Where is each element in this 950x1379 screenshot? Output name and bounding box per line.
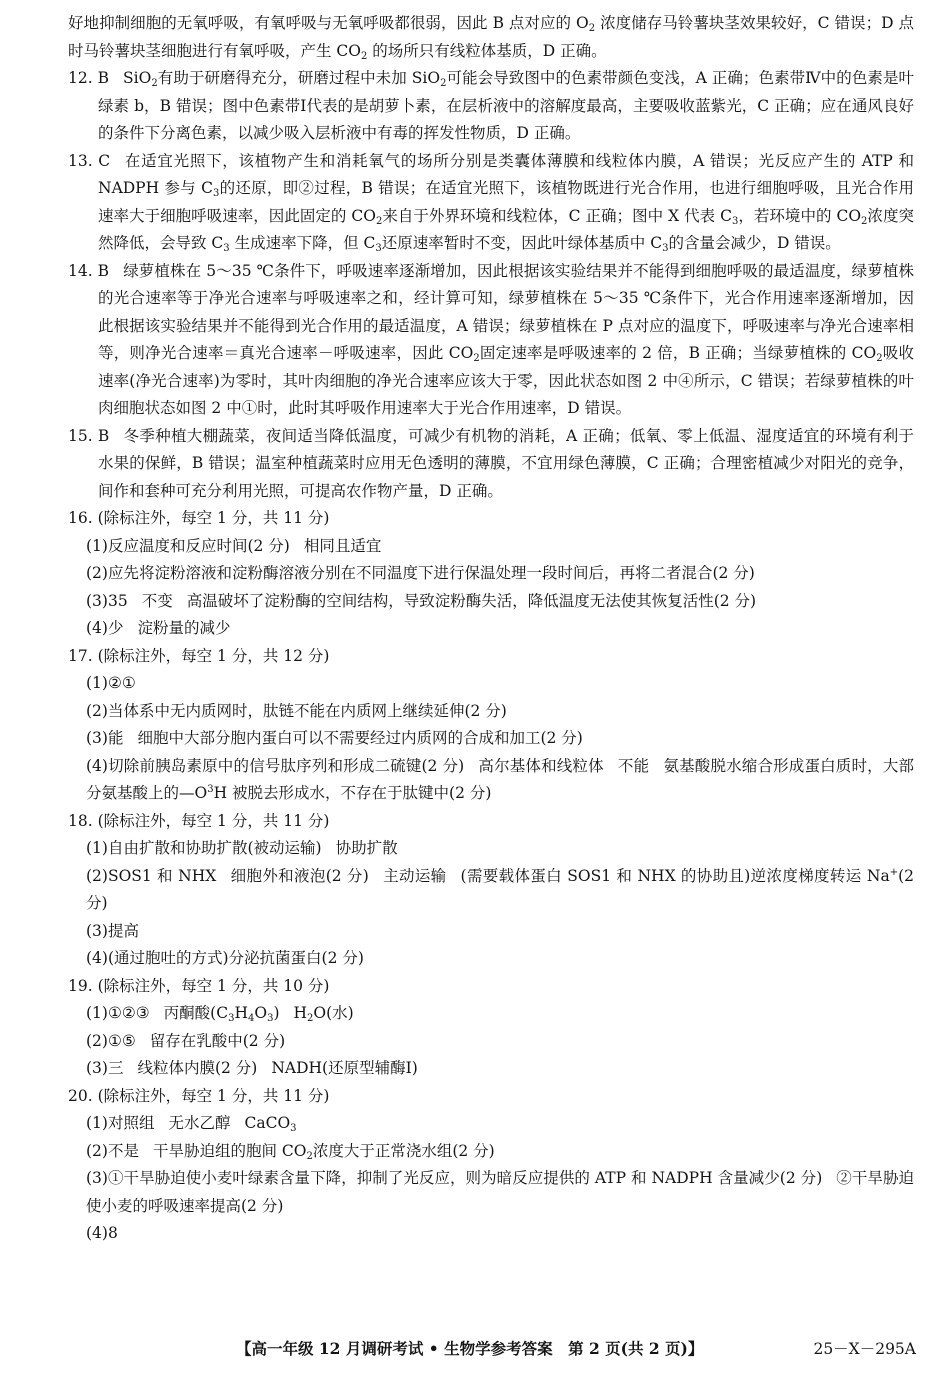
footer-title: 【高一年级 12 月调研考试 • 生物学参考答案 第 2 页(共 2 页)】 bbox=[236, 1339, 704, 1358]
q13-t4: ，若环境中的 CO bbox=[738, 206, 862, 225]
q19-s3: 3 bbox=[267, 1013, 274, 1024]
q13-answer bbox=[68, 148, 914, 258]
q20-a1b: 无水乙醇 bbox=[168, 1114, 231, 1132]
q17-sup: 3 bbox=[207, 784, 214, 795]
answer-page bbox=[68, 10, 914, 1248]
q19-a1d: O bbox=[254, 1004, 268, 1022]
q13-t5: 浓度突然降低，会导致 C bbox=[98, 206, 914, 252]
q11-sub-2: 2 bbox=[361, 50, 368, 62]
q19-a1e: ) bbox=[273, 1004, 280, 1022]
q13-t8: 的含量会减少，D 错误。 bbox=[668, 234, 841, 252]
q12-t2: 有助于研磨得充分，研磨过程中未加 SiO bbox=[157, 69, 441, 87]
q18-a2c: 主动运输 bbox=[382, 866, 447, 885]
q13-s1: 3 bbox=[212, 188, 220, 199]
q18-part1 bbox=[68, 835, 914, 863]
q13-t7: 还原速率暂时不变，因此叶绿体基质中 C bbox=[381, 234, 663, 252]
q20-a2b: 干旱胁迫组的胞间 CO bbox=[152, 1141, 307, 1160]
q16-a3: (3)35 bbox=[86, 591, 128, 610]
q12-t1: SiO bbox=[123, 69, 152, 87]
q17-a3: (3)能 bbox=[86, 729, 124, 747]
q17-a3b: 细胞中大部分胞内蛋白可以不需要经过内质网的合成和加工(2 分) bbox=[137, 729, 583, 747]
q16-part2: (2)应先将淀粉溶液和淀粉酶溶液分别在不同温度下进行保温处理一段时间后，再将二者混合(2 分) bbox=[86, 564, 755, 582]
q15-t1: 冬季种植大棚蔬菜，夜间适当降低温度，可减少有机物的消耗，A 正确；低氧、零上低温、湿度适宜的环境有利于水果的保鲜，B 错误；温室种植蔬菜时应用无色透明的薄膜，不宜用绿色薄膜，C 正确；合理密植减少对阳光的竞争，间作和套种可充分利用光照，可提高农作物产量，D 正确。 bbox=[98, 426, 915, 500]
q19-part3 bbox=[68, 1055, 914, 1083]
q18-a2e: (2 分) bbox=[86, 866, 914, 912]
q19-s2: 4 bbox=[247, 1013, 255, 1024]
q20-heading: 20. (除标注外，每空 1 分，共 11 分) bbox=[68, 1086, 330, 1105]
page-footer bbox=[236, 1336, 916, 1362]
q17-heading: 17. (除标注外，每空 1 分，共 12 分) bbox=[68, 646, 330, 665]
q12-t3: 可能会导致图中的色素带颜色变浅，A 正确；色素带Ⅳ中的色素是叶绿素 b，B 错误；图中色素带Ⅰ代表的是胡萝卜素，在层析液中的溶解度最高，主要吸收蓝紫光，C 正确；应在通风良好的条件下分离色素，以减少吸入层析液中有毒的挥发性物质，D 正确。 bbox=[98, 69, 915, 142]
q19-s4: 2 bbox=[307, 1013, 314, 1024]
q19-part2 bbox=[68, 1028, 914, 1056]
q16-heading: 16. (除标注外，每空 1 分，共 11 分) bbox=[68, 509, 330, 527]
q19-a1g: O(水) bbox=[313, 1004, 354, 1022]
q13-s7: 3 bbox=[662, 243, 669, 254]
q16-a4: (4)少 bbox=[86, 619, 124, 637]
q19-a1: (1)①②③ bbox=[86, 1004, 150, 1022]
q20-part1 bbox=[68, 1110, 914, 1138]
q18-a2b: 细胞外和液泡(2 分) bbox=[230, 866, 369, 885]
q13-s2: 2 bbox=[375, 215, 383, 227]
q16-part1 bbox=[68, 533, 914, 561]
q16-a3c: 高温破坏了淀粉酶的空间结构，导致淀粉酶失活，降低温度无法使其恢复活性(2 分) bbox=[186, 591, 757, 610]
q19-heading: 19. (除标注外，每空 1 分，共 10 分) bbox=[68, 976, 330, 995]
q16-a1: (1)反应温度和反应时间(2 分) bbox=[86, 536, 290, 555]
q16-part4 bbox=[68, 615, 914, 643]
q19-s1: 3 bbox=[228, 1013, 235, 1024]
q17-part4 bbox=[68, 753, 914, 808]
q20-a3b: ②干旱胁迫使小麦的呼吸速率提高(2 分) bbox=[86, 1169, 914, 1215]
q19-a3c: NADH(还原型辅酶Ⅰ) bbox=[271, 1059, 418, 1077]
q20-part2 bbox=[68, 1138, 914, 1166]
q18-part3: (3)提高 bbox=[86, 921, 139, 940]
q18-sup: + bbox=[889, 866, 899, 878]
q18-a1b: 协助扩散 bbox=[335, 839, 398, 857]
q12-answer bbox=[68, 65, 914, 148]
q19-a3b: 线粒体内膜(2 分) bbox=[137, 1059, 258, 1077]
q18-part2 bbox=[68, 863, 914, 918]
q18-a2: (2)SOS1 和 NHX bbox=[86, 866, 217, 885]
q19-a2: (2)①⑤ bbox=[86, 1031, 136, 1050]
q11-text-1: 好地抑制细胞的无氧呼吸，有氧呼吸与无氧呼吸都很弱，因此 B 点对应的 O bbox=[68, 14, 589, 32]
q19-a1f: H bbox=[293, 1004, 308, 1022]
q16-a3b: 不变 bbox=[141, 591, 173, 610]
q13-s3: 3 bbox=[731, 215, 739, 227]
q19-a2b: 留存在乳酸中(2 分) bbox=[149, 1031, 286, 1050]
q14-number: 14. B bbox=[68, 261, 110, 280]
q16-a4b: 淀粉量的减少 bbox=[137, 619, 231, 637]
q18-a1: (1)自由扩散和协助扩散(被动运输) bbox=[86, 839, 322, 857]
q14-t2: 固定速率是呼吸速率的 2 倍，B 正确；当绿萝植株的 CO bbox=[479, 344, 877, 362]
q15-number: 15. B bbox=[68, 426, 110, 445]
q11-tail bbox=[68, 10, 914, 65]
q11-sub-1: 2 bbox=[588, 23, 596, 34]
q12-s2: 2 bbox=[440, 78, 447, 89]
q18-part4: (4)(通过胞吐的方式)分泌抗菌蛋白(2 分) bbox=[86, 949, 364, 967]
q20-part4: (4)8 bbox=[86, 1224, 118, 1242]
q14-s1: 2 bbox=[473, 353, 480, 364]
q16-a1b: 相同且适宜 bbox=[303, 536, 382, 555]
q13-s5: 3 bbox=[223, 243, 230, 254]
q20-part3 bbox=[68, 1165, 914, 1220]
q15-answer bbox=[68, 423, 914, 506]
q13-t6: 生成速率下降，但 C bbox=[229, 234, 376, 252]
q20-a3: (3)①干旱胁迫使小麦叶绿素含量下降，抑制了光反应，则为暗反应提供的 ATP 和 NADPH 含量减少(2 分) bbox=[86, 1169, 823, 1187]
q20-a2: (2)不是 bbox=[86, 1141, 139, 1160]
q17-part2: (2)当体系中无内质网时，肽链不能在内质网上继续延伸(2 分) bbox=[86, 701, 507, 720]
q20-a2c: 浓度大于正常浇水组(2 分) bbox=[312, 1141, 495, 1160]
q17-a4: (4)切除前胰岛素原中的信号肽序列和形成二硫键(2 分) bbox=[86, 756, 465, 775]
q18-heading: 18. (除标注外，每空 1 分，共 11 分) bbox=[68, 811, 330, 830]
q19-a3: (3)三 bbox=[86, 1059, 124, 1077]
q14-answer bbox=[68, 258, 914, 423]
q20-a1: (1)对照组 bbox=[86, 1114, 155, 1132]
q17-a4e: H 被脱去形成水，不存在于肽键中(2 分) bbox=[213, 784, 492, 802]
q12-number: 12. B bbox=[68, 69, 110, 87]
q17-part3 bbox=[68, 725, 914, 753]
q13-number: 13. C bbox=[68, 151, 111, 170]
q18-a2d: (需要载体蛋白 SOS1 和 NHX 的协助且)逆浓度梯度转运 Na bbox=[460, 866, 890, 885]
footer-code: 25－X－295A bbox=[813, 1340, 916, 1358]
q20-a1c: CaCO bbox=[244, 1114, 291, 1132]
q14-s2: 2 bbox=[876, 353, 883, 364]
q11-text-3: 的场所只有线粒体基质，D 正确。 bbox=[367, 41, 607, 60]
q19-a1c: H bbox=[234, 1004, 248, 1022]
q20-s2: 2 bbox=[306, 1150, 313, 1162]
q16-part3 bbox=[68, 588, 914, 616]
q12-s1: 2 bbox=[151, 78, 158, 89]
q20-s1: 3 bbox=[290, 1123, 297, 1134]
q17-a4c: 不能 bbox=[617, 756, 650, 775]
q17-part1: (1)②① bbox=[86, 674, 136, 692]
q13-t1: 在适宜光照下，该植物产生和消耗氧气的场所分别是类囊体薄膜和线粒体内膜，A 错误；光反应产生的 ATP 和 NADPH 参与 C bbox=[98, 151, 914, 197]
q19-a1b: 丙酮酸(C bbox=[163, 1004, 229, 1022]
q13-s6: 3 bbox=[375, 243, 382, 254]
q19-part1 bbox=[68, 1000, 914, 1028]
q14-t3: 吸收速率(净光合速率)为零时，其叶肉细胞的净光合速率应该大于零，因此状态如图 2 中④所示，C 错误；若绿萝植株的叶肉细胞状态如图 2 中①时，此时其呼吸作用速率大于光合作用速率，D 错误。 bbox=[98, 344, 914, 417]
q13-t2: 的还原，即②过程，B 错误；在适宜光照下，该植物既进行光合作用，也进行细胞呼吸，且光合作用速率大于细胞呼吸速率，因此固定的 CO bbox=[98, 179, 915, 225]
q17-a4b: 高尔基体和线粒体 bbox=[478, 756, 604, 775]
q13-s4: 2 bbox=[861, 215, 868, 227]
q11-text-2: 浓度储存马铃薯块茎效果较好，C 错误；D 点时马铃薯块茎细胞进行有氧呼吸，产生 CO bbox=[68, 14, 914, 60]
q17-a4d: 氨基酸脱水缩合形成蛋白质时，大部分氨基酸上的—O bbox=[86, 756, 914, 802]
q13-t3: 来自于外界环境和线粒体，C 正确；图中 X 代表 C bbox=[382, 206, 732, 225]
q14-t1: 绿萝植株在 5～35 ℃条件下，呼吸速率逐渐增加，因此根据该实验结果并不能得到细胞呼吸的最适温度，绿萝植株的光合速率等于净光合速率与呼吸速率之和，经计算可知，绿萝植株在 5～35 ℃条件下，光合作用速率逐渐增加，因此根据该实验结果并不能得到光合作用的最适温度，A 错误；绿萝植株在 P 点对应的温度下，呼吸速率与净光合速率相等，则净光合速率＝真光合速率－呼吸速率，因此 CO bbox=[98, 261, 914, 362]
